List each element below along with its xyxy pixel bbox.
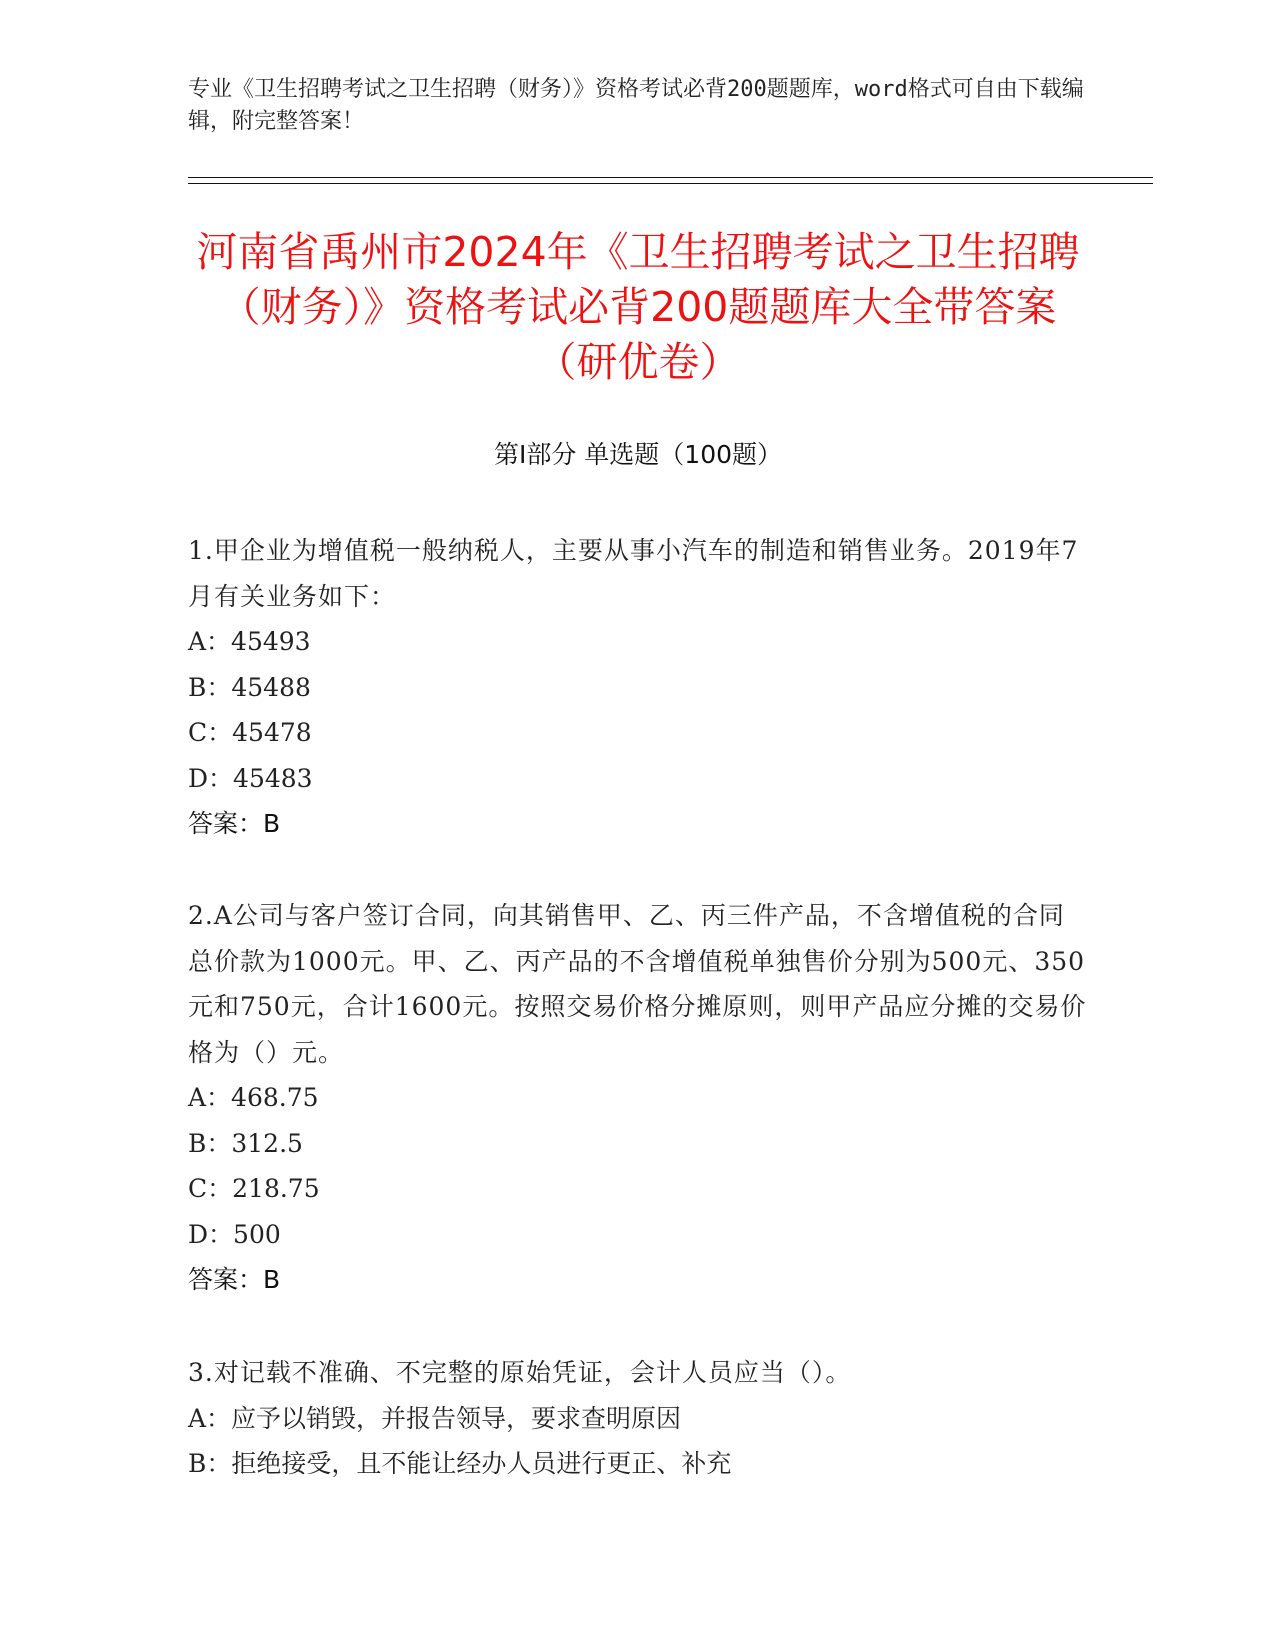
- answer: 答案：B: [188, 809, 281, 838]
- answer: 答案：B: [188, 1265, 281, 1294]
- document-title: 河南省禹州市2024年《卫生招聘考试之卫生招聘（财务）》资格考试必背200题题库大全带答案（研优卷）: [196, 228, 1080, 386]
- option-a: A：468.75: [188, 1083, 319, 1112]
- option-d: D：500: [188, 1219, 281, 1249]
- header-rule-bottom: [188, 183, 1153, 184]
- option-d: D：45483: [188, 763, 313, 793]
- section-heading: 第I部分 单选题（100题）: [493, 440, 783, 469]
- question-stem: 2.A公司与客户签订合同，向其销售甲、乙、丙三件产品，不含增值税的合同总价款为1000元。甲、乙、丙产品的不含增值税单独售价分别为500元、350元和750元，合计1600元。按照交易价格分摊原则，则甲产品应分摊的交易价格为（）元。: [188, 901, 1087, 1067]
- option-b: B：45488: [188, 672, 311, 702]
- question-stem: 3.对记载不准确、不完整的原始凭证，会计人员应当（）。: [188, 1358, 852, 1387]
- option-a: A：应予以销毁，并报告领导，要求查明原因: [188, 1403, 682, 1433]
- question-3: [188, 1350, 1088, 1487]
- header-rule-top: [188, 177, 1153, 178]
- question-stem: 1.甲企业为增值税一般纳税人，主要从事小汽车的制造和销售业务。2019年7月有关业务如下：: [188, 536, 1079, 611]
- option-c: C：45478: [188, 718, 312, 747]
- option-a: A：45493: [188, 627, 311, 656]
- option-c: C：218.75: [188, 1174, 320, 1203]
- header-note: 专业《卫生招聘考试之卫生招聘（财务）》资格考试必背200题题库，word格式可自由下载编辑，附完整答案！: [188, 77, 1084, 134]
- option-b: B：拒绝接受，且不能让经办人员进行更正、补充: [188, 1449, 732, 1478]
- question-2: [188, 893, 1088, 1302]
- question-1: [188, 528, 1088, 846]
- option-b: B：312.5: [188, 1128, 303, 1158]
